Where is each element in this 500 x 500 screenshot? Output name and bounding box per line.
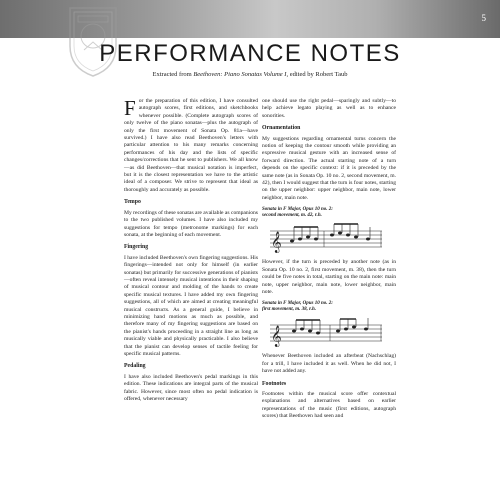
subtitle-prefix: Extracted from <box>152 71 194 78</box>
afterbeat-paragraph: Whenever Beethoven included an afterbeat (Nachschlag) for a trill, I have included it as well. When he did not, I have not added any. <box>262 353 396 375</box>
subtitle-suffix: , edited by Robert Taub <box>286 71 348 78</box>
example-1-caption <box>262 207 396 219</box>
fingering-paragraph: I have included Beethoven's own fingering suggestions. His fingerings—intended not only for himself (in earlier sonatas) but primarily for successive generations of pianists—often reveal intensely musical intentions in their shaping of musical contour and molding of the hands to create specific musical textures. I have added my own fingering suggestions, all of which are aimed at creating meaningful musical constructs. As a general guide, I believe in minimizing hand motions as much as possible, and therefore many of my fingering suggestions are based on the pianist's hands proceeding in a straight line as long as musically viable and physically practicable. I also believe that the pianist can develop senses of tactile feeling for specific musical patterns. <box>124 254 258 357</box>
drop-cap: F <box>124 96 136 120</box>
subtitle-book: Beethoven: Piano Sonatas Volume I <box>193 71 287 78</box>
pedaling-heading: Pedaling <box>124 363 146 370</box>
example-1-subtitle: second movement, m. 42, r.h. <box>262 213 322 219</box>
page-number: 5 <box>481 13 486 23</box>
fingering-heading: Fingering <box>124 244 149 251</box>
turn-paragraph: However, if the turn is preceded by another note (as in Sonata Op. 10 no. 2, first movement, m. 38), then the turn could be five notes in total, starting on the main note: main note, upper neighbor, main note, lower neighbor, main note. <box>262 259 396 295</box>
intro-paragraph <box>124 98 258 194</box>
intro-text: or the preparation of this edition, I have consulted autograph scores, first editions, and sketchbooks whenever possible. (Complete autograph scores of only twelve of the piano sonatas—plus the autograph of only the first movement of Sonata Op. 81a—have survived.) I have also read Beethoven's letters with particular attention to his many remarks concerning performances of his day and the lists of specific changes/corrections that he sent to publishers. We all know—as did Beethoven—that musical notation is imperfect, but it is the closest representation we have to the artistic ideal of a composer. We strive to represent that ideal as thoroughly and accurately as possible. <box>124 98 258 193</box>
tempo-paragraph: My recordings of these sonatas are available as companions to the two published volumes. I have also included my suggestions for tempo (metronome markings) for each sonata, at the beginning of each movement. <box>124 209 258 238</box>
right-column <box>262 98 396 425</box>
example-2-caption <box>262 301 396 313</box>
music-example-1 <box>270 221 382 255</box>
ornamentation-paragraph: My suggestions regarding ornamental turns concern the notion of keeping the contour smooth while providing an expressive musical gesture with an increased sense of forward direction. The actual starting note of a turn depends on the specific context: if it is preceded by the same note (as in Sonata Op. 10 no. 2, second movement, m. 42), then I would suggest that the turn is four notes, starting on the upper neighbor: upper neighbor, main note, lower neighbor, main note. <box>262 135 396 201</box>
ornamentation-heading: Ornamentation <box>262 125 301 132</box>
example-1-title: Sonata in F Major, Opus 10 no. 2: <box>262 207 333 213</box>
svg-text:𝄞: 𝄞 <box>271 232 282 254</box>
footnotes-heading: Footnotes <box>262 380 287 387</box>
example-2-title: Sonata in F Major, Opus 10 no. 2: <box>262 301 333 307</box>
pedaling-paragraph: I have also included Beethoven's pedal markings in this edition. These indications are integral parts of the musical fabric. However, since most often no pedal indication is offered, whenever necessary <box>124 373 258 403</box>
left-column <box>124 98 258 407</box>
example-2-subtitle: first movement, m. 38, r.h. <box>262 307 317 313</box>
tempo-heading: Tempo <box>124 199 141 206</box>
footnotes-paragraph: Footnotes within the musical score offer contextual explanations and alternatives based on earlier representations of the music (first editions, autograph scores) that Beethoven had seen and <box>262 390 396 420</box>
pedal-continuation: one should use the right pedal—sparingly and subtly—to help achieve legato playing as well as to enhance sonorities. <box>262 98 396 119</box>
svg-text:𝄞: 𝄞 <box>271 326 282 348</box>
page-title: PERFORMANCE NOTES <box>99 40 401 67</box>
subtitle <box>0 71 500 78</box>
music-example-2 <box>270 315 382 349</box>
